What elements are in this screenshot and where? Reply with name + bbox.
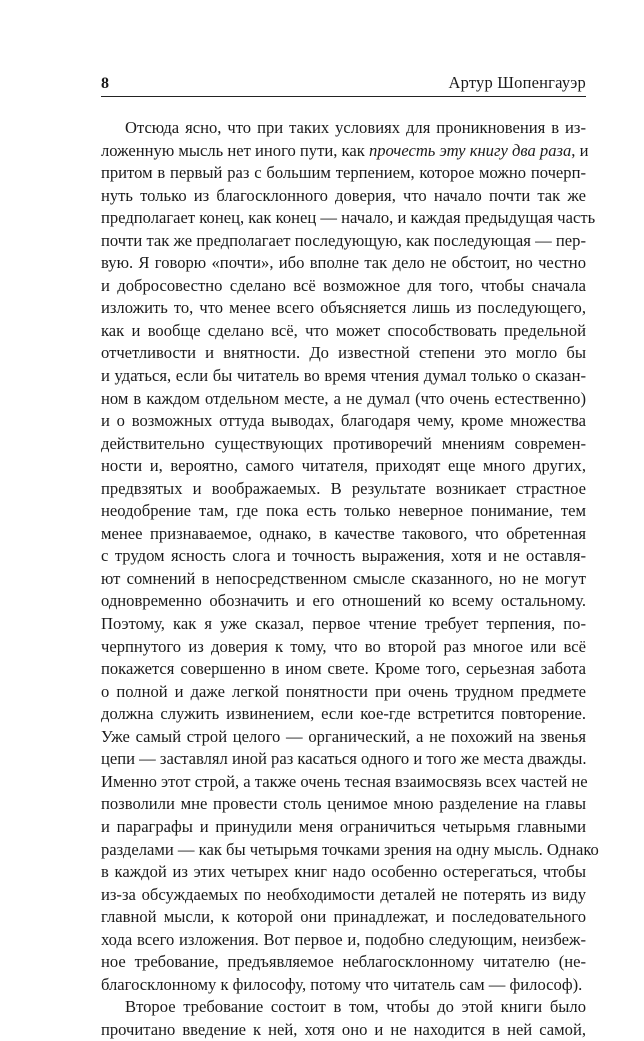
text-line: почти так же предполагает последующую, как последующая — пер- [101, 230, 586, 250]
text-line: из-за обсуждаемых по необходимости деталей не потерять из виду [101, 884, 586, 904]
text-line: ют сомнений в непосредственном смысле сказанного, но не могут [101, 568, 586, 588]
text-line: прочитано введение к ней, хотя оно и не находится в ней самой, [101, 1019, 586, 1039]
body-text [101, 117, 599, 1041]
text-line: Второе требование состоит в том, чтобы до этой книги было [125, 997, 586, 1017]
text-line: черпнутого из доверия к тому, что во второй раз многое или всё [101, 636, 586, 656]
text-line: изложить то, что менее всего объясняется лишь из последующего, [101, 298, 586, 318]
text-segment: ложенную мысль нет иного пути, как [101, 140, 369, 160]
text-line: и о возможных оттуда выводах, благодаря чему, кроме множества [101, 411, 586, 431]
text-line: ное требование, предъявляемое неблагосклонному читателю (не- [101, 952, 586, 972]
text-line: Отсюда ясно, что при таких условиях для проникновения в из- [125, 118, 586, 137]
text-line: разделами — как бы четырьмя точками зрения на одну мысль. Однако [101, 839, 599, 859]
paragraph-1 [101, 117, 599, 996]
text-segment: , и [571, 140, 589, 160]
text-line: должна служить извинением, если кое-где встретится повторение. [101, 704, 586, 724]
text-line: и добросовестно сделано всё возможное для того, чтобы сначала [101, 275, 586, 295]
text-line [101, 140, 589, 163]
running-header [101, 56, 586, 97]
text-line: покажется совершенно в ином свете. Кроме того, серьезная забота [101, 659, 586, 679]
text-line: в каждой из этих четырех книг надо особенно остерегаться, чтобы [101, 862, 586, 882]
text-line: отчетливости и внятности. До известной степени это могло бы [101, 343, 586, 363]
text-line: Именно этот строй, а также очень тесная взаимосвязь всех частей не [101, 771, 588, 791]
text-line: ности и, вероятно, самого читателя, приходят еще много других, [101, 456, 586, 476]
text-line: предполагает конец, как конец — начало, и каждая предыдущая часть [101, 208, 596, 228]
text-line: притом в первый раз с большим терпением, которое можно почерп- [101, 163, 586, 183]
text-line: нуть только из благосклонного доверия, что начало почти так же [101, 185, 586, 205]
text-line: предвзятых и воображаемых. В результате возникает страстное [101, 478, 586, 498]
text-line: вую. Я говорю «почти», ибо вполне так дело не обстоит, но честно [101, 253, 586, 273]
text-line: главной мысли, к которой они принадлежат, и последовательного [101, 907, 586, 927]
text-line: ном в каждом отдельном месте, а не думал (что очень естественно) [101, 388, 586, 408]
running-title: Артур Шопенгауэр [448, 73, 586, 92]
text-line: Поэтому, как я уже сказал, первое чтение требует терпения, по- [101, 614, 586, 634]
paragraph-2 [101, 996, 586, 1041]
text-line: с трудом ясность слога и точность выражения, хотя и не оставля- [101, 546, 586, 566]
text-line: и удаться, если бы читатель во время чтения думал только о сказан- [101, 366, 586, 386]
page-number: 8 [101, 75, 109, 92]
text-line: хода всего изложения. Вот первое и, подобно следующим, неизбеж- [101, 929, 586, 949]
text-line: цепи — заставлял иной раз касаться одного и того же места дважды. [101, 749, 587, 769]
text-line: и параграфы и принудили меня ограничиться четырьмя главными [101, 816, 586, 836]
text-line: неодобрение там, где пока есть только неверное понимание, тем [101, 501, 586, 521]
text-line: позволили мне провести столь ценимое мною разделение на главы [101, 794, 586, 814]
text-line: одновременно обозначить и его отношений ко всему остальному. [101, 591, 586, 611]
text-line: о полной и даже легкой понятности при очень трудном предмете [101, 681, 586, 701]
emphasis-phrase: прочесть эту книгу два раза [368, 140, 572, 160]
text-line: Уже самый строй целого — органический, а не похожий на звенья [101, 726, 586, 746]
text-line: как и вообще сделано всё, что может способствовать предельной [101, 320, 586, 340]
text-line: действительно существующих противоречий мнениям современ- [101, 433, 586, 453]
text-line: менее признаваемое, однако, в качестве такового, что обретенная [101, 523, 586, 543]
text-line: благосклонному к философу, потому что читатель сам — философ). [101, 974, 583, 994]
